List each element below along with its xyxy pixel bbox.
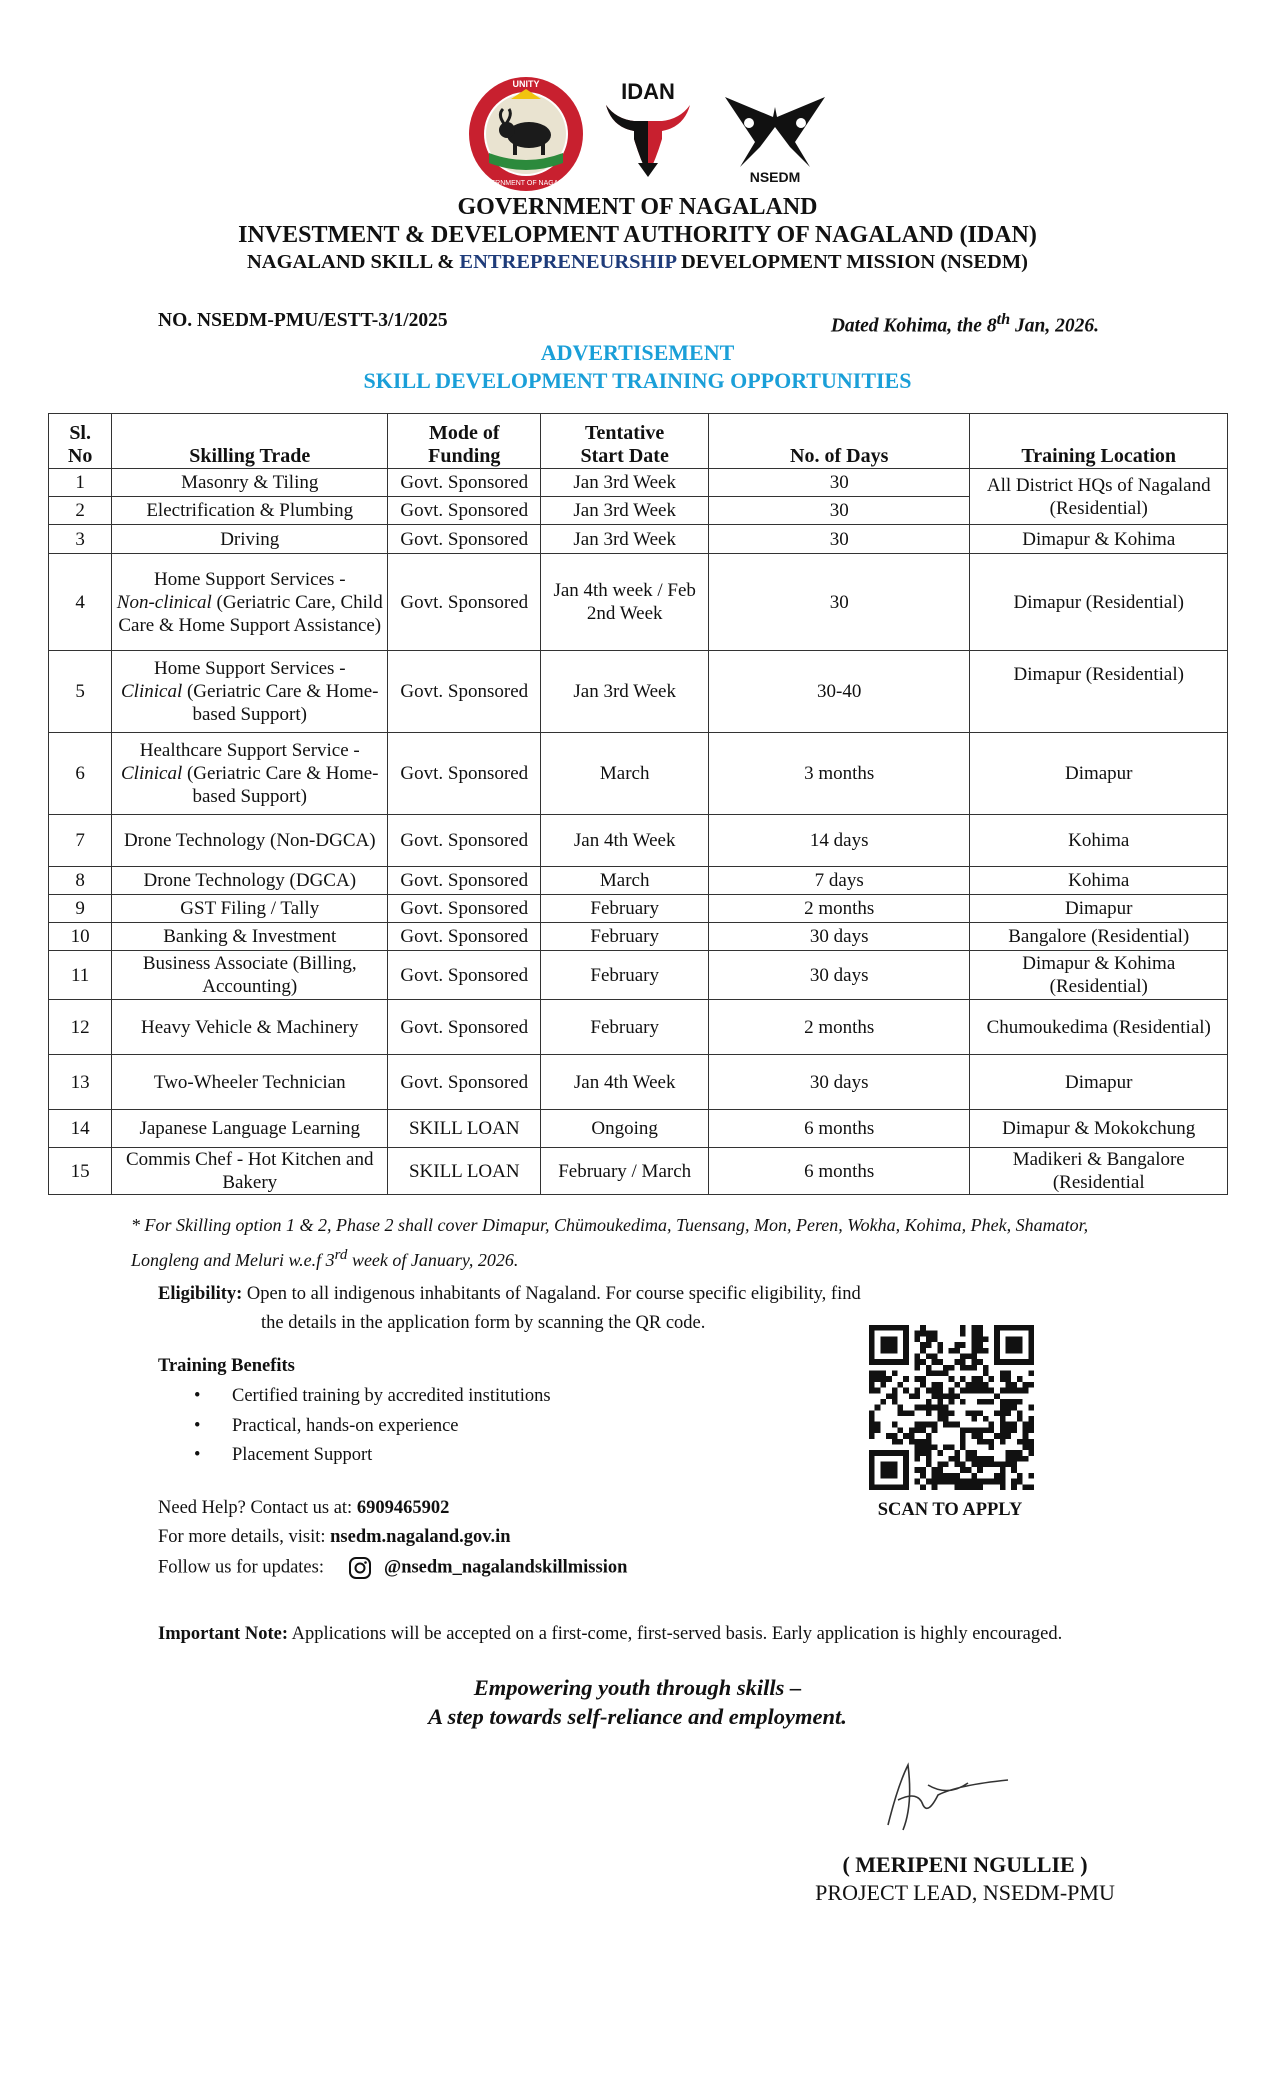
website-line: For more details, visit: nsedm.nagaland.gov.in [158,1527,511,1547]
cell-funding: Govt. Sponsored [388,867,541,895]
cell-location: Dimapur & Mokokchung [970,1110,1228,1148]
table-row [49,951,1228,1000]
eligibility [158,1280,958,1338]
header-start: Tentative Start Date [541,414,709,469]
seal-text-bottom: GOVERNMENT OF NAGALAND [474,180,578,187]
logo-row [0,75,1275,190]
cell-sl: 4 [49,554,112,651]
table-row [49,469,1228,497]
cell-start: Jan 3rd Week [541,651,709,733]
cell-trade: Home Support Services - Non-clinical (Geriatric Care, Child Care & Home Support Assistance) [112,554,388,651]
cell-sl: 12 [49,1000,112,1055]
cell-days: 30-40 [708,651,970,733]
cell-funding: Govt. Sponsored [388,469,541,497]
cell-sl: 15 [49,1148,112,1195]
cell-sl: 11 [49,951,112,1000]
cell-days: 30 [708,554,970,651]
cell-funding: Govt. Sponsored [388,815,541,867]
cell-sl: 13 [49,1055,112,1110]
important-note: Important Note: Applications will be accepted on a first-come, first-served basis. Early application is highly encouraged. [158,1624,1063,1644]
cell-start: February [541,1000,709,1055]
header-nsedm-c: DEVELOPMENT MISSION (NSEDM) [675,251,1029,273]
eligibility-text: Open to all indigenous inhabitants of Nagaland. For course specific eligibility, find [242,1284,861,1304]
cell-trade: Business Associate (Billing, Accounting) [112,951,388,1000]
table-header-row [49,414,1228,469]
cell-location: Bangalore (Residential) [970,923,1228,951]
footnote: * For Skilling option 1 & 2, Phase 2 shall cover Dimapur, Chümoukedima, Tuensang, Mon, Peren, Wokha, Kohima, Phek, Shamator, Longleng and Meluri w.e.f 3rd week of January, 2026. [131,1215,1089,1270]
cell-funding: SKILL LOAN [388,1110,541,1148]
cell-sl: 8 [49,867,112,895]
header-nsedm-b: ENTREPRENEURSHIP [459,251,676,273]
dated-prefix: Dated Kohima, the 8 [830,315,997,337]
cell-sl: 5 [49,651,112,733]
dated-sup: th [996,310,1011,328]
cell-funding: Govt. Sponsored [388,497,541,525]
instagram-handle[interactable]: @nsedm_nagalandskillmission [383,1557,628,1578]
tagline-1: Empowering youth through skills – [473,1675,802,1700]
cell-trade: Home Support Services - Clinical (Geriatric Care & Home-based Support) [112,651,388,733]
dated-line [831,310,1099,338]
cell-sl: 1 [49,469,112,497]
qr-modules [869,1325,1034,1490]
cell-trade: Drone Technology (Non-DGCA) [112,815,388,867]
cell-trade: Driving [112,525,388,554]
nsedm-logo [715,87,835,187]
table-row [49,1110,1228,1148]
table-row [49,651,1228,733]
header-location: Training Location [970,414,1228,469]
table-row [49,1000,1228,1055]
cell-days: 30 [708,525,970,554]
cell-location: Madikeri & Bangalore (Residential [970,1148,1228,1195]
cell-start: Jan 4th Week [541,1055,709,1110]
header-government: GOVERNMENT OF NAGALAND [457,194,818,220]
nsedm-logo-text: NSEDM [749,169,801,185]
signatory-name: ( MERIPENI NGULLIE ) [842,1852,1088,1877]
cell-days: 30 days [708,923,970,951]
cell-location: Kohima [970,815,1228,867]
cell-start: February [541,895,709,923]
cell-start: Jan 3rd Week [541,525,709,554]
cell-funding: Govt. Sponsored [388,1000,541,1055]
signature [868,1745,1018,1840]
header-sl: Sl. No [49,414,112,469]
cell-days: 7 days [708,867,970,895]
cell-start: Jan 3rd Week [541,497,709,525]
cell-days: 14 days [708,815,970,867]
header-trade: Skilling Trade [112,414,388,469]
cell-funding: SKILL LOAN [388,1148,541,1195]
cell-funding: Govt. Sponsored [388,1055,541,1110]
table-row [49,923,1228,951]
table-row [49,815,1228,867]
list-item: • Practical, hands-on experience [174,1412,551,1442]
cell-trade: Heavy Vehicle & Machinery [112,1000,388,1055]
header-nsedm [0,251,1275,274]
idan-logo-text: IDAN [621,79,675,104]
help-line: Need Help? Contact us at: 6909465902 [158,1498,450,1518]
cell-funding: Govt. Sponsored [388,554,541,651]
table-row [49,554,1228,651]
header-funding: Mode of Funding [388,414,541,469]
government-of-nagaland-seal [467,75,585,193]
cell-sl: 9 [49,895,112,923]
tagline-2: A step towards self-reliance and employment. [428,1704,847,1729]
list-item: • Placement Support [174,1441,551,1471]
cell-sl: 7 [49,815,112,867]
dated-suffix: Jan, 2026. [1010,315,1099,337]
cell-days: 6 months [708,1110,970,1148]
cell-days: 6 months [708,1148,970,1195]
cell-trade: Masonry & Tiling [112,469,388,497]
cell-days: 2 months [708,895,970,923]
cell-start: Jan 3rd Week [541,469,709,497]
cell-location: Dimapur [970,1055,1228,1110]
cell-funding: Govt. Sponsored [388,951,541,1000]
table-row [49,525,1228,554]
cell-sl: 6 [49,733,112,815]
cell-funding: Govt. Sponsored [388,895,541,923]
cell-sl: 14 [49,1110,112,1148]
idan-logo [598,79,698,189]
cell-location: Dimapur [970,733,1228,815]
cell-location: Dimapur [970,895,1228,923]
instagram-icon[interactable] [348,1556,372,1580]
phone-number[interactable]: 6909465902 [356,1498,450,1518]
cell-trade: Electrification & Plumbing [112,497,388,525]
list-item: • Certified training by accredited institutions [174,1382,551,1412]
cell-days: 30 [708,497,970,525]
cell-trade: Drone Technology (DGCA) [112,867,388,895]
cell-start: February / March [541,1148,709,1195]
qr-code[interactable] [869,1325,1034,1490]
cell-start: March [541,867,709,895]
eligibility-text-2: the details in the application form by scanning the QR code. [261,1313,706,1333]
cell-trade: Banking & Investment [112,923,388,951]
cell-trade: GST Filing / Tally [112,895,388,923]
cell-trade: Japanese Language Learning [112,1110,388,1148]
table-row [49,1055,1228,1110]
cell-funding: Govt. Sponsored [388,733,541,815]
header-idan: INVESTMENT & DEVELOPMENT AUTHORITY OF NAGALAND (IDAN) [238,222,1037,248]
table-row [49,895,1228,923]
cell-days: 30 [708,469,970,497]
cell-start: Jan 4th Week [541,815,709,867]
header-nsedm-a: NAGALAND SKILL & [246,251,460,273]
training-table [48,413,1228,1195]
cell-location: Dimapur & Kohima [970,525,1228,554]
cell-start: Ongoing [541,1110,709,1148]
cell-sl: 3 [49,525,112,554]
cell-days: 30 days [708,1055,970,1110]
website-link[interactable]: nsedm.nagaland.gov.in [330,1527,511,1547]
social-line: Follow us for updates: @nsedm_nagalandskillmission [158,1556,627,1580]
cell-funding: Govt. Sponsored [388,923,541,951]
cell-days: 2 months [708,1000,970,1055]
cell-start: February [541,951,709,1000]
cell-location: Chumoukedima (Residential) [970,1000,1228,1055]
cell-trade: Healthcare Support Service - Clinical (Geriatric Care & Home-based Support) [112,733,388,815]
opportunities-title: SKILL DEVELOPMENT TRAINING OPPORTUNITIES [363,368,912,393]
cell-location: Dimapur & Kohima (Residential) [970,951,1228,1000]
cell-days: 3 months [708,733,970,815]
cell-location: Dimapur (Residential) [970,651,1228,733]
seal-text-top: UNITY [512,79,540,89]
cell-sl: 2 [49,497,112,525]
cell-start: February [541,923,709,951]
cell-location: Kohima [970,867,1228,895]
cell-start: Jan 4th week / Feb 2nd Week [541,554,709,651]
cell-trade: Two-Wheeler Technician [112,1055,388,1110]
cell-funding: Govt. Sponsored [388,525,541,554]
table-row [49,867,1228,895]
reference-number: NO. NSEDM-PMU/ESTT-3/1/2025 [158,310,448,331]
cell-start: March [541,733,709,815]
header-days: No. of Days [708,414,970,469]
scan-to-apply-label: SCAN TO APPLY [877,1500,1023,1520]
cell-days: 30 days [708,951,970,1000]
benefits-list [174,1382,551,1471]
benefits-title: Training Benefits [158,1356,295,1376]
cell-trade: Commis Chef - Hot Kitchen and Bakery [112,1148,388,1195]
cell-sl: 10 [49,923,112,951]
table-row [49,733,1228,815]
cell-funding: Govt. Sponsored [388,651,541,733]
advertisement-title: ADVERTISEMENT [540,340,735,365]
cell-location: All District HQs of Nagaland (Residential) [970,469,1228,525]
eligibility-label: Eligibility: [158,1284,243,1304]
table-row [49,1148,1228,1195]
signatory-title: PROJECT LEAD, NSEDM-PMU [815,1880,1115,1905]
cell-location: Dimapur (Residential) [970,554,1228,651]
